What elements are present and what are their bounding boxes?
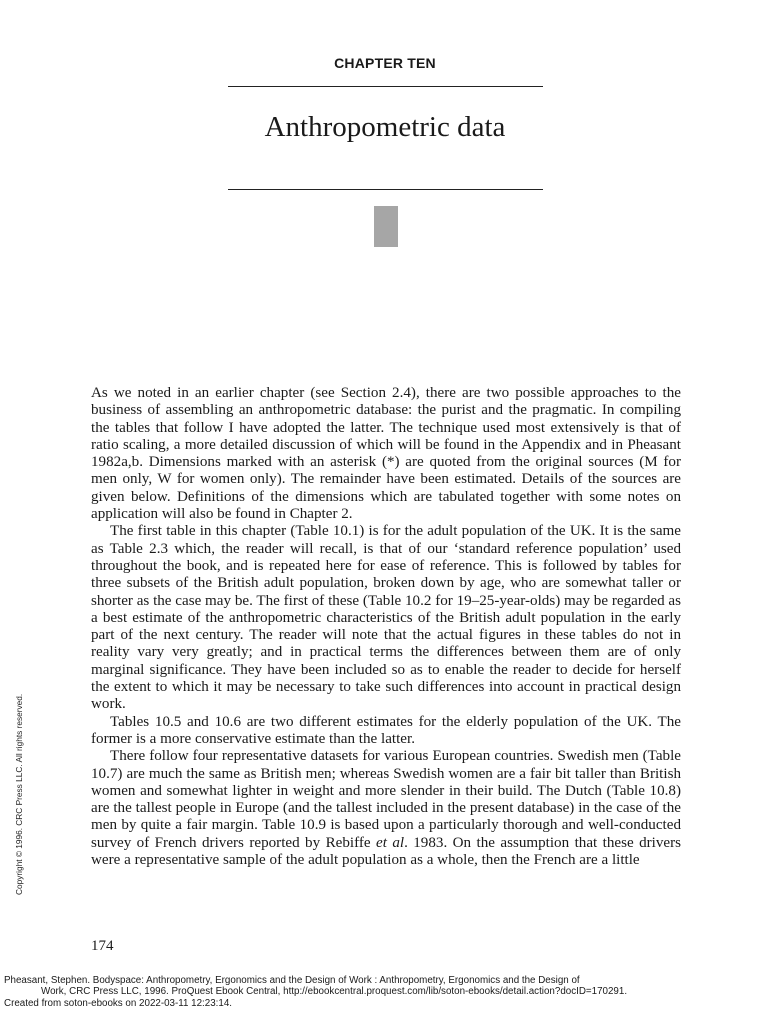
footer-citation [4, 975, 627, 1009]
paragraph-1: As we noted in an earlier chapter (see Section 2.4), there are two possible approaches to the business of assembling an anthropometric database: the purist and the pragmatic. In compiling the tables that follow I have adopted the latter. The technique used most extensively is that of ratio scaling, a more detailed discussion of which will be found in the Appendix and in Pheasant 1982a,b. Dimensions marked with an asterisk (*) are quoted from the original sources (M for men only, W for women only). The remainder have been estimated. Details of the sources are given below. Definitions of the dimensions which are tabulated together with some notes on application will also be found in Chapter 2. [91, 385, 681, 523]
chapter-title: Anthropometric data [264, 111, 506, 143]
paragraph-3: Tables 10.5 and 10.6 are two different estimates for the elderly population of the UK. The former is a more conservative estimate than the latter. [91, 713, 681, 747]
chapter-label: CHAPTER TEN [334, 55, 436, 71]
paragraph-4-italic: et al [376, 834, 405, 851]
body-text [91, 385, 681, 869]
decorative-grey-block [374, 206, 398, 247]
footer-line-3: Created from soton-ebooks on 2022-03-11 12:23:14. [4, 997, 233, 1009]
title-rule-top [228, 86, 543, 87]
paragraph-4-part-2: . 1983. On the assumption that these drivers were a representative sample of the adult population as a whole, then the French are a little [91, 834, 681, 869]
paragraph-2: The first table in this chapter (Table 10.1) is for the adult population of the UK. It is the same as Table 2.3 which, the reader will recall, is that of our ‘standard reference population’ used throughout the book, and is repeated here for ease of reference. This is followed by tables for three subsets of the British adult population, broken down by age, who are somewhat taller or shorter as the case may be. The first of these (Table 10.2 for 19–25-year-olds) may be regarded as a best estimate of the anthropometric characteristics of the British adult population in the early part of the next century. The reader will note that the actual figures in these tables do not in reality vary very greatly; and in practical terms the differences between them are of only marginal significance. They have been included so as to enable the reader to decide for herself the extent to which it may be necessary to take such differences into account in practical design work. [91, 523, 681, 713]
footer-line-1: Pheasant, Stephen. Bodyspace: Anthropometry, Ergonomics and the Design of Work : Anthropometry, Ergonomics and the Design of [4, 975, 580, 986]
side-copyright-notice: Copyright © 1996. CRC Press LLC. All rights reserved. [14, 693, 24, 895]
paragraph-4-part-1: There follow four representative datasets for various European countries. Swedish men (Table 10.7) are much the same as British men; whereas Swedish women are a fair bit taller than British women and somewhat lighter in weight and more slender in their build. The Dutch (Table 10.8) are the tallest people in Europe (and the tallest included in the present database) in the case of the men by quite a fair margin. Table 10.9 is based upon a particularly thorough and well-conducted survey of French drivers reported by Rebiffe [91, 748, 681, 851]
footer-line-2: Work, CRC Press LLC, 1996. ProQuest Ebook Central, http://ebookcentral.proquest.com/lib/soton-ebooks/detail.action?docID=170291. [41, 986, 628, 998]
title-rule-bottom [228, 189, 543, 190]
paragraph-4 [91, 748, 681, 869]
page-number: 174 [91, 938, 114, 954]
